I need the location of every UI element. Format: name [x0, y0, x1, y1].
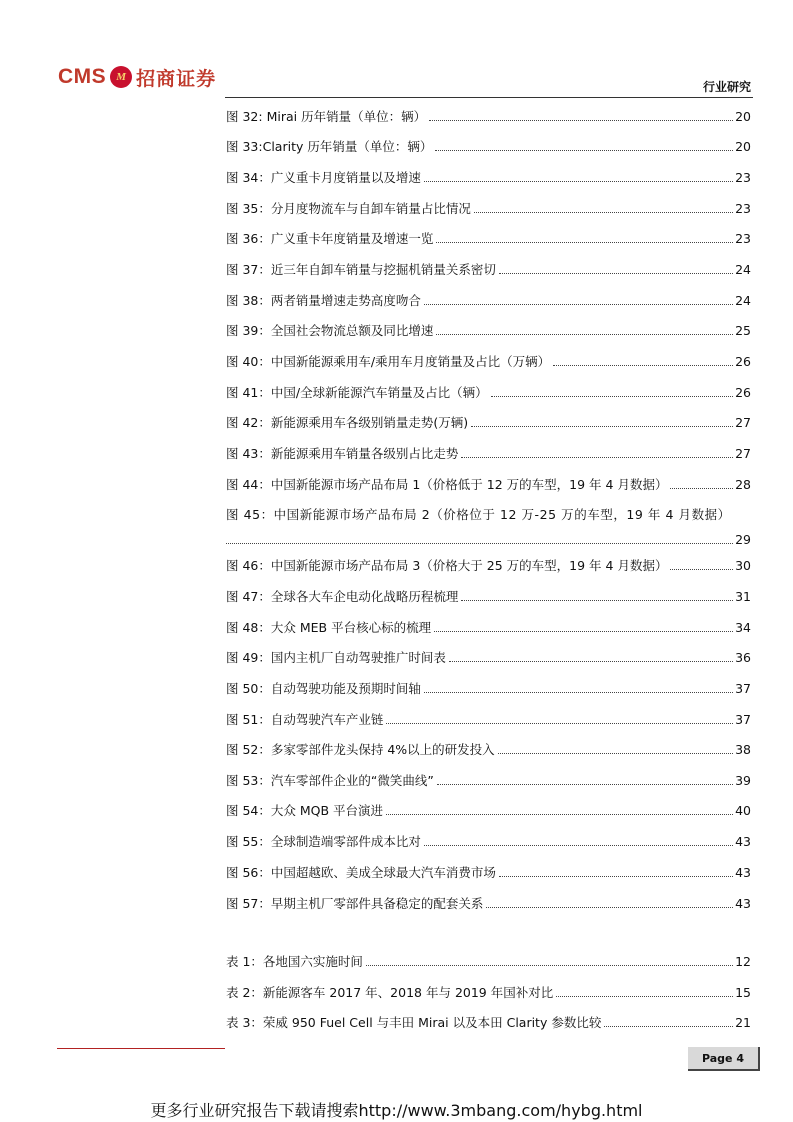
toc-label: 图 43：新能源乘用车销量各级别占比走势 [226, 446, 459, 461]
leader-dots [386, 814, 733, 815]
toc-entry[interactable] [226, 895, 751, 913]
toc-page: 40 [735, 803, 751, 818]
toc-entry[interactable] [226, 476, 751, 494]
toc-page: 37 [735, 712, 751, 727]
leader-dots [556, 996, 733, 997]
leader-dots [491, 396, 734, 397]
toc-entry[interactable] [226, 557, 751, 575]
toc-label: 图 50：自动驾驶功能及预期时间轴 [226, 681, 421, 696]
toc-entry[interactable] [226, 138, 751, 156]
toc-entry[interactable] [226, 292, 751, 310]
toc-entry[interactable] [226, 833, 751, 851]
toc-label: 图 39：全国社会物流总额及同比增速 [226, 323, 434, 338]
toc-entry[interactable] [226, 741, 751, 759]
leader-dots [226, 543, 733, 544]
toc-label: 图 44：中国新能源市场产品布局 1（价格低于 12 万的车型，19 年 4 月数据） [226, 477, 668, 492]
logo-mark-icon: M [110, 66, 132, 88]
toc-page: 27 [735, 446, 751, 461]
toc-label: 图 55：全球制造端零部件成本比对 [226, 834, 421, 849]
toc-page: 39 [735, 773, 751, 788]
toc-label: 图 35：分月度物流车与自卸车销量占比情况 [226, 201, 471, 216]
leader-dots [553, 365, 733, 366]
toc-label: 图 57：早期主机厂零部件具备稳定的配套关系 [226, 896, 484, 911]
leader-dots [498, 753, 733, 754]
toc-page: 43 [735, 896, 751, 911]
header-divider [225, 97, 753, 98]
logo-chinese-name: 招商证券 [136, 67, 217, 90]
leader-dots [434, 631, 733, 632]
toc-label: 图 33:Clarity 历年销量（单位：辆） [226, 139, 433, 154]
toc-page: 29 [735, 532, 751, 547]
toc-entry[interactable] [226, 353, 751, 371]
leader-dots [474, 212, 733, 213]
toc-label: 图 36：广义重卡年度销量及增速一览 [226, 231, 434, 246]
toc-entry[interactable] [226, 261, 751, 279]
leader-dots [486, 907, 733, 908]
cms-logo [58, 62, 216, 92]
toc-label: 图 56：中国超越欧、美成全球最大汽车消费市场 [226, 865, 496, 880]
leader-dots [424, 845, 733, 846]
toc-page: 21 [735, 1015, 751, 1030]
toc-label: 图 51：自动驾驶汽车产业链 [226, 712, 384, 727]
toc-label: 图 38：两者销量增速走势高度吻合 [226, 293, 421, 308]
toc-entry[interactable] [226, 588, 751, 606]
toc-entry[interactable] [226, 802, 751, 820]
toc-entry[interactable] [226, 384, 751, 402]
toc-label: 图 48：大众 MEB 平台核心标的梳理 [226, 620, 432, 635]
toc-entry[interactable] [226, 680, 751, 698]
toc-label: 图 41：中国/全球新能源汽车销量及占比（辆） [226, 385, 488, 400]
logo-text: CMS [58, 65, 107, 88]
toc-entry[interactable] [226, 200, 751, 218]
toc-label: 图 42：新能源乘用车各级别销量走势(万辆) [226, 415, 469, 430]
report-category: 行业研究 [702, 80, 751, 94]
page-number: Page 4 [688, 1047, 760, 1071]
toc-page: 23 [735, 231, 751, 246]
download-banner: 更多行业研究报告下载请搜索http://www.3mbang.com/hybg.html [150, 1101, 643, 1120]
leader-dots [429, 120, 733, 121]
toc-page: 12 [735, 954, 751, 969]
toc-entry[interactable] [226, 711, 751, 729]
leader-dots [449, 661, 733, 662]
leader-dots [499, 273, 733, 274]
leader-dots [424, 692, 733, 693]
toc-label: 图 54：大众 MQB 平台演进 [226, 803, 384, 818]
toc-page: 23 [735, 170, 751, 185]
toc-label: 图 49：国内主机厂自动驾驶推广时间表 [226, 650, 446, 665]
toc-entry[interactable] [226, 772, 751, 790]
toc-page: 25 [735, 323, 751, 338]
leader-dots [386, 723, 733, 724]
toc-page: 28 [735, 477, 751, 492]
toc-label: 表 1：各地国六实施时间 [226, 954, 363, 969]
toc-page: 15 [735, 985, 751, 1000]
toc-label: 图 45：中国新能源市场产品布局 2（价格位于 12 万-25 万的车型，19 年 4 月数据） [226, 507, 731, 522]
toc-page: 30 [735, 558, 751, 573]
toc-entry[interactable] [226, 619, 751, 637]
leader-dots [499, 876, 733, 877]
footer-divider [57, 1048, 225, 1049]
toc-entry[interactable] [226, 414, 751, 432]
toc-entry[interactable] [226, 445, 751, 463]
toc-entry[interactable] [226, 649, 751, 667]
toc-label: 图 53：汽车零部件企业的“微笑曲线” [226, 773, 434, 788]
leader-dots [604, 1026, 733, 1027]
leader-dots [436, 334, 733, 335]
toc-label: 图 46：中国新能源市场产品布局 3（价格大于 25 万的车型，19 年 4 月数据） [226, 558, 668, 573]
toc-page: 24 [735, 293, 751, 308]
toc-page: 26 [735, 354, 751, 369]
toc-page: 20 [735, 139, 751, 154]
leader-dots [437, 784, 733, 785]
leader-dots [670, 488, 733, 489]
toc-label: 图 40：中国新能源乘用车/乘用车月度销量及占比（万辆） [226, 354, 551, 369]
toc-entry[interactable] [226, 108, 751, 126]
toc-page: 43 [735, 834, 751, 849]
toc-label: 图 52：多家零部件龙头保持 4%以上的研发投入 [226, 742, 495, 757]
leader-dots [424, 181, 733, 182]
leader-dots [670, 569, 733, 570]
leader-dots [461, 457, 733, 458]
toc-page: 36 [735, 650, 751, 665]
table-toc-entry[interactable] [226, 984, 751, 1002]
leader-dots [471, 426, 733, 427]
toc-page: 26 [735, 385, 751, 400]
toc-page: 24 [735, 262, 751, 277]
toc-page: 23 [735, 201, 751, 216]
toc-label: 表 2：新能源客车 2017 年、2018 年与 2019 年国补对比 [226, 985, 554, 1000]
toc-entry[interactable] [226, 864, 751, 882]
toc-entry-wrapped[interactable] [226, 506, 751, 549]
toc-page: 31 [735, 589, 751, 604]
leader-dots [435, 150, 733, 151]
toc-label: 图 32: Mirai 历年销量（单位：辆） [226, 109, 427, 124]
toc-label: 图 37：近三年自卸车销量与挖掘机销量关系密切 [226, 262, 496, 277]
toc-entry[interactable] [226, 230, 751, 248]
toc-page: 37 [735, 681, 751, 696]
toc-page: 20 [735, 109, 751, 124]
toc-page: 43 [735, 865, 751, 880]
toc-page: 34 [735, 620, 751, 635]
toc-page: 27 [735, 415, 751, 430]
leader-dots [424, 304, 733, 305]
toc-entry[interactable] [226, 169, 751, 187]
table-toc-entry[interactable] [226, 953, 751, 971]
toc-entry[interactable] [226, 322, 751, 340]
leader-dots [461, 600, 733, 601]
toc-label: 表 3：荣威 950 Fuel Cell 与丰田 Mirai 以及本田 Clarity 参数比较 [226, 1015, 602, 1030]
toc-label: 图 47：全球各大车企电动化战略历程梳理 [226, 589, 459, 604]
table-toc-entry[interactable] [226, 1014, 751, 1032]
toc-label: 图 34：广义重卡月度销量以及增速 [226, 170, 421, 185]
toc-page: 38 [735, 742, 751, 757]
leader-dots [366, 965, 733, 966]
leader-dots [436, 242, 733, 243]
